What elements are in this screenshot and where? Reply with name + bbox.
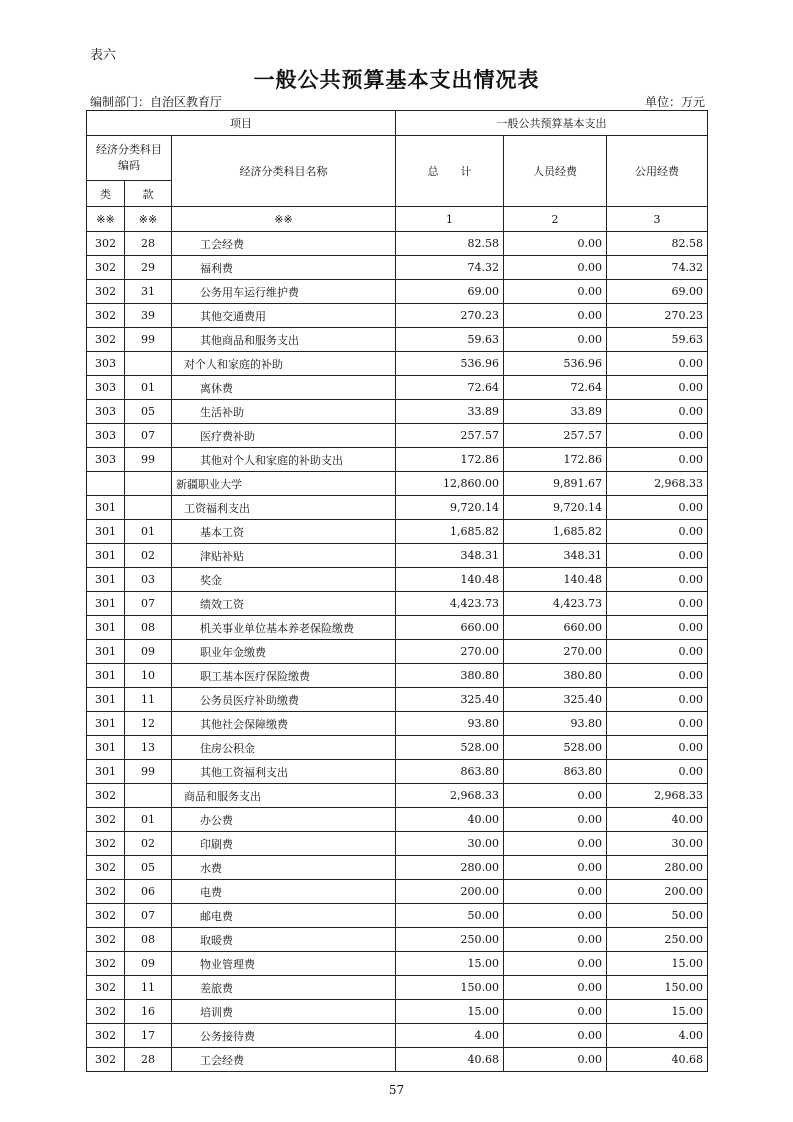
cell-lei: 302 bbox=[87, 304, 125, 328]
cell-public: 250.00 bbox=[607, 928, 708, 952]
table-row bbox=[87, 808, 708, 832]
cell-total: 15.00 bbox=[396, 952, 504, 976]
cell-total: 15.00 bbox=[396, 1000, 504, 1024]
cell-lei: 302 bbox=[87, 232, 125, 256]
table-row bbox=[87, 400, 708, 424]
cell-personnel: 0.00 bbox=[504, 880, 607, 904]
table-row bbox=[87, 232, 708, 256]
cell-public: 0.00 bbox=[607, 736, 708, 760]
cell-total: 250.00 bbox=[396, 928, 504, 952]
cell-name: 商品和服务支出 bbox=[172, 784, 396, 808]
cell-lei: 301 bbox=[87, 640, 125, 664]
cell-lei: 302 bbox=[87, 808, 125, 832]
header-personnel: 人员经费 bbox=[504, 136, 607, 207]
cell-personnel: 0.00 bbox=[504, 952, 607, 976]
cell-kuan: 11 bbox=[125, 688, 172, 712]
table-row bbox=[87, 616, 708, 640]
cell-kuan: 08 bbox=[125, 928, 172, 952]
cell-personnel: 93.80 bbox=[504, 712, 607, 736]
cell-public: 0.00 bbox=[607, 664, 708, 688]
table-number-label: 表六 bbox=[90, 48, 117, 63]
cell-total: 270.23 bbox=[396, 304, 504, 328]
cell-public: 0.00 bbox=[607, 424, 708, 448]
cell-public: 0.00 bbox=[607, 616, 708, 640]
table-row bbox=[87, 976, 708, 1000]
cell-personnel: 0.00 bbox=[504, 832, 607, 856]
cell-total: 200.00 bbox=[396, 880, 504, 904]
cell-kuan: 09 bbox=[125, 952, 172, 976]
cell-personnel: 380.80 bbox=[504, 664, 607, 688]
cell-personnel: 0.00 bbox=[504, 904, 607, 928]
cell-kuan: 29 bbox=[125, 256, 172, 280]
table-row bbox=[87, 544, 708, 568]
cell-name: 新疆职业大学 bbox=[172, 472, 396, 496]
cell-total: 4.00 bbox=[396, 1024, 504, 1048]
cell-kuan: 08 bbox=[125, 616, 172, 640]
cell-personnel: 0.00 bbox=[504, 1048, 607, 1072]
cell-public: 69.00 bbox=[607, 280, 708, 304]
cell-lei: 303 bbox=[87, 448, 125, 472]
marker-name: ※※ bbox=[172, 207, 396, 232]
cell-personnel: 0.00 bbox=[504, 928, 607, 952]
cell-lei: 301 bbox=[87, 520, 125, 544]
table-row bbox=[87, 832, 708, 856]
cell-name: 物业管理费 bbox=[172, 952, 396, 976]
cell-public: 0.00 bbox=[607, 712, 708, 736]
cell-public: 0.00 bbox=[607, 592, 708, 616]
cell-lei: 301 bbox=[87, 568, 125, 592]
cell-personnel: 9,720.14 bbox=[504, 496, 607, 520]
header-general-budget: 一般公共预算基本支出 bbox=[396, 111, 708, 136]
cell-lei: 302 bbox=[87, 976, 125, 1000]
cell-public: 15.00 bbox=[607, 1000, 708, 1024]
department-label: 编制部门：自治区教育厅 bbox=[90, 95, 223, 109]
cell-name: 其他对个人和家庭的补助支出 bbox=[172, 448, 396, 472]
cell-kuan: 39 bbox=[125, 304, 172, 328]
cell-kuan: 01 bbox=[125, 376, 172, 400]
cell-kuan: 99 bbox=[125, 760, 172, 784]
cell-personnel: 140.48 bbox=[504, 568, 607, 592]
cell-public: 82.58 bbox=[607, 232, 708, 256]
cell-public: 0.00 bbox=[607, 400, 708, 424]
cell-public: 0.00 bbox=[607, 568, 708, 592]
cell-total: 82.58 bbox=[396, 232, 504, 256]
table-row bbox=[87, 424, 708, 448]
cell-personnel: 536.96 bbox=[504, 352, 607, 376]
marker-kuan: ※※ bbox=[125, 207, 172, 232]
cell-total: 2,968.33 bbox=[396, 784, 504, 808]
cell-name: 住房公积金 bbox=[172, 736, 396, 760]
cell-kuan bbox=[125, 472, 172, 496]
header-code: 经济分类科目编码 bbox=[87, 136, 172, 181]
cell-total: 257.57 bbox=[396, 424, 504, 448]
cell-total: 30.00 bbox=[396, 832, 504, 856]
cell-personnel: 0.00 bbox=[504, 328, 607, 352]
cell-personnel: 9,891.67 bbox=[504, 472, 607, 496]
table-header bbox=[87, 111, 708, 232]
cell-kuan bbox=[125, 784, 172, 808]
cell-lei: 302 bbox=[87, 928, 125, 952]
cell-lei: 303 bbox=[87, 376, 125, 400]
cell-lei: 303 bbox=[87, 424, 125, 448]
cell-public: 40.00 bbox=[607, 808, 708, 832]
cell-personnel: 72.64 bbox=[504, 376, 607, 400]
cell-name: 基本工资 bbox=[172, 520, 396, 544]
cell-kuan: 06 bbox=[125, 880, 172, 904]
cell-total: 280.00 bbox=[396, 856, 504, 880]
cell-kuan: 01 bbox=[125, 808, 172, 832]
cell-total: 93.80 bbox=[396, 712, 504, 736]
table-row bbox=[87, 496, 708, 520]
cell-kuan bbox=[125, 352, 172, 376]
cell-public: 74.32 bbox=[607, 256, 708, 280]
cell-total: 50.00 bbox=[396, 904, 504, 928]
cell-total: 140.48 bbox=[396, 568, 504, 592]
header-kuan: 款 bbox=[125, 181, 172, 207]
header-item: 项目 bbox=[87, 111, 396, 136]
cell-kuan: 05 bbox=[125, 400, 172, 424]
cell-personnel: 0.00 bbox=[504, 808, 607, 832]
cell-public: 2,968.33 bbox=[607, 784, 708, 808]
table-row bbox=[87, 640, 708, 664]
cell-kuan: 11 bbox=[125, 976, 172, 1000]
cell-total: 172.86 bbox=[396, 448, 504, 472]
cell-total: 270.00 bbox=[396, 640, 504, 664]
cell-personnel: 348.31 bbox=[504, 544, 607, 568]
cell-total: 40.00 bbox=[396, 808, 504, 832]
cell-name: 绩效工资 bbox=[172, 592, 396, 616]
cell-lei: 301 bbox=[87, 592, 125, 616]
cell-name: 机关事业单位基本养老保险缴费 bbox=[172, 616, 396, 640]
table-row bbox=[87, 688, 708, 712]
cell-name: 其他工资福利支出 bbox=[172, 760, 396, 784]
cell-personnel: 270.00 bbox=[504, 640, 607, 664]
cell-name: 其他社会保障缴费 bbox=[172, 712, 396, 736]
cell-lei: 301 bbox=[87, 664, 125, 688]
cell-name: 其他商品和服务支出 bbox=[172, 328, 396, 352]
cell-total: 536.96 bbox=[396, 352, 504, 376]
cell-lei bbox=[87, 472, 125, 496]
cell-public: 0.00 bbox=[607, 640, 708, 664]
table-row bbox=[87, 1000, 708, 1024]
cell-public: 50.00 bbox=[607, 904, 708, 928]
cell-personnel: 0.00 bbox=[504, 280, 607, 304]
cell-name: 印刷费 bbox=[172, 832, 396, 856]
table-row bbox=[87, 352, 708, 376]
cell-public: 0.00 bbox=[607, 496, 708, 520]
cell-name: 邮电费 bbox=[172, 904, 396, 928]
table-row bbox=[87, 256, 708, 280]
table-row bbox=[87, 928, 708, 952]
cell-kuan: 17 bbox=[125, 1024, 172, 1048]
table-row bbox=[87, 448, 708, 472]
cell-public: 59.63 bbox=[607, 328, 708, 352]
cell-lei: 301 bbox=[87, 736, 125, 760]
cell-name: 医疗费补助 bbox=[172, 424, 396, 448]
page-title: 一般公共预算基本支出情况表 bbox=[253, 68, 540, 92]
header-name: 经济分类科目名称 bbox=[172, 136, 396, 207]
cell-personnel: 325.40 bbox=[504, 688, 607, 712]
cell-personnel: 0.00 bbox=[504, 976, 607, 1000]
cell-lei: 301 bbox=[87, 688, 125, 712]
cell-personnel: 528.00 bbox=[504, 736, 607, 760]
cell-total: 12,860.00 bbox=[396, 472, 504, 496]
cell-total: 74.32 bbox=[396, 256, 504, 280]
cell-public: 15.00 bbox=[607, 952, 708, 976]
cell-kuan: 10 bbox=[125, 664, 172, 688]
cell-kuan: 28 bbox=[125, 1048, 172, 1072]
cell-total: 33.89 bbox=[396, 400, 504, 424]
header-total: 总 计 bbox=[396, 136, 504, 207]
cell-kuan: 16 bbox=[125, 1000, 172, 1024]
cell-public: 2,968.33 bbox=[607, 472, 708, 496]
cell-lei: 302 bbox=[87, 1000, 125, 1024]
cell-lei: 303 bbox=[87, 400, 125, 424]
cell-lei: 302 bbox=[87, 904, 125, 928]
cell-total: 40.68 bbox=[396, 1048, 504, 1072]
cell-lei: 302 bbox=[87, 880, 125, 904]
cell-total: 348.31 bbox=[396, 544, 504, 568]
cell-public: 40.68 bbox=[607, 1048, 708, 1072]
cell-lei: 302 bbox=[87, 856, 125, 880]
cell-public: 280.00 bbox=[607, 856, 708, 880]
cell-personnel: 172.86 bbox=[504, 448, 607, 472]
cell-name: 工资福利支出 bbox=[172, 496, 396, 520]
table-row bbox=[87, 520, 708, 544]
cell-lei: 302 bbox=[87, 328, 125, 352]
table-row bbox=[87, 760, 708, 784]
cell-name: 电费 bbox=[172, 880, 396, 904]
cell-total: 380.80 bbox=[396, 664, 504, 688]
cell-personnel: 33.89 bbox=[504, 400, 607, 424]
cell-lei: 302 bbox=[87, 952, 125, 976]
cell-personnel: 0.00 bbox=[504, 784, 607, 808]
cell-name: 水费 bbox=[172, 856, 396, 880]
table-row bbox=[87, 880, 708, 904]
cell-kuan: 99 bbox=[125, 328, 172, 352]
cell-total: 59.63 bbox=[396, 328, 504, 352]
cell-name: 津贴补贴 bbox=[172, 544, 396, 568]
table-row bbox=[87, 328, 708, 352]
cell-kuan: 03 bbox=[125, 568, 172, 592]
table-row bbox=[87, 568, 708, 592]
cell-lei: 302 bbox=[87, 1024, 125, 1048]
table-row bbox=[87, 784, 708, 808]
cell-total: 528.00 bbox=[396, 736, 504, 760]
cell-personnel: 660.00 bbox=[504, 616, 607, 640]
cell-total: 9,720.14 bbox=[396, 496, 504, 520]
cell-personnel: 0.00 bbox=[504, 856, 607, 880]
cell-personnel: 257.57 bbox=[504, 424, 607, 448]
header-public: 公用经费 bbox=[607, 136, 708, 207]
cell-lei: 302 bbox=[87, 1048, 125, 1072]
cell-name: 其他交通费用 bbox=[172, 304, 396, 328]
cell-public: 0.00 bbox=[607, 760, 708, 784]
cell-lei: 302 bbox=[87, 832, 125, 856]
cell-kuan: 02 bbox=[125, 832, 172, 856]
cell-total: 4,423.73 bbox=[396, 592, 504, 616]
cell-kuan: 02 bbox=[125, 544, 172, 568]
cell-name: 奖金 bbox=[172, 568, 396, 592]
table-row bbox=[87, 904, 708, 928]
cell-name: 公务员医疗补助缴费 bbox=[172, 688, 396, 712]
col-number-3: 3 bbox=[607, 207, 708, 232]
cell-name: 工会经费 bbox=[172, 232, 396, 256]
cell-public: 150.00 bbox=[607, 976, 708, 1000]
cell-kuan: 01 bbox=[125, 520, 172, 544]
cell-name: 福利费 bbox=[172, 256, 396, 280]
unit-label: 单位：万元 bbox=[644, 95, 705, 109]
cell-name: 取暖费 bbox=[172, 928, 396, 952]
page-number: 57 bbox=[388, 1083, 405, 1097]
cell-total: 72.64 bbox=[396, 376, 504, 400]
cell-name: 工会经费 bbox=[172, 1048, 396, 1072]
budget-table bbox=[86, 110, 708, 1072]
cell-name: 培训费 bbox=[172, 1000, 396, 1024]
table-row bbox=[87, 664, 708, 688]
cell-name: 公务接待费 bbox=[172, 1024, 396, 1048]
cell-lei: 302 bbox=[87, 256, 125, 280]
cell-kuan: 13 bbox=[125, 736, 172, 760]
cell-public: 0.00 bbox=[607, 688, 708, 712]
cell-public: 30.00 bbox=[607, 832, 708, 856]
cell-kuan: 07 bbox=[125, 592, 172, 616]
table-row bbox=[87, 376, 708, 400]
cell-public: 0.00 bbox=[607, 448, 708, 472]
col-number-1: 1 bbox=[396, 207, 504, 232]
cell-kuan: 31 bbox=[125, 280, 172, 304]
table-row bbox=[87, 952, 708, 976]
cell-kuan bbox=[125, 496, 172, 520]
cell-name: 职工基本医疗保险缴费 bbox=[172, 664, 396, 688]
cell-personnel: 4,423.73 bbox=[504, 592, 607, 616]
cell-kuan: 05 bbox=[125, 856, 172, 880]
cell-public: 0.00 bbox=[607, 352, 708, 376]
cell-name: 生活补助 bbox=[172, 400, 396, 424]
cell-lei: 302 bbox=[87, 784, 125, 808]
table-row bbox=[87, 736, 708, 760]
cell-personnel: 0.00 bbox=[504, 304, 607, 328]
cell-name: 职业年金缴费 bbox=[172, 640, 396, 664]
table-row bbox=[87, 592, 708, 616]
cell-kuan: 12 bbox=[125, 712, 172, 736]
cell-kuan: 09 bbox=[125, 640, 172, 664]
cell-total: 69.00 bbox=[396, 280, 504, 304]
table-row bbox=[87, 304, 708, 328]
cell-public: 0.00 bbox=[607, 544, 708, 568]
cell-personnel: 0.00 bbox=[504, 256, 607, 280]
cell-total: 660.00 bbox=[396, 616, 504, 640]
cell-personnel: 0.00 bbox=[504, 232, 607, 256]
cell-kuan: 07 bbox=[125, 904, 172, 928]
table-row bbox=[87, 856, 708, 880]
cell-personnel: 0.00 bbox=[504, 1024, 607, 1048]
cell-public: 4.00 bbox=[607, 1024, 708, 1048]
cell-lei: 302 bbox=[87, 280, 125, 304]
table-body bbox=[87, 232, 708, 1072]
cell-lei: 301 bbox=[87, 496, 125, 520]
cell-personnel: 863.80 bbox=[504, 760, 607, 784]
table-row bbox=[87, 472, 708, 496]
cell-name: 离休费 bbox=[172, 376, 396, 400]
table-row bbox=[87, 1048, 708, 1072]
cell-lei: 303 bbox=[87, 352, 125, 376]
table-row bbox=[87, 712, 708, 736]
cell-public: 270.23 bbox=[607, 304, 708, 328]
cell-name: 差旅费 bbox=[172, 976, 396, 1000]
cell-public: 200.00 bbox=[607, 880, 708, 904]
cell-kuan: 99 bbox=[125, 448, 172, 472]
cell-total: 1,685.82 bbox=[396, 520, 504, 544]
cell-name: 公务用车运行维护费 bbox=[172, 280, 396, 304]
cell-kuan: 28 bbox=[125, 232, 172, 256]
marker-lei: ※※ bbox=[87, 207, 125, 232]
cell-name: 办公费 bbox=[172, 808, 396, 832]
cell-public: 0.00 bbox=[607, 376, 708, 400]
table-row bbox=[87, 280, 708, 304]
cell-lei: 301 bbox=[87, 616, 125, 640]
cell-lei: 301 bbox=[87, 544, 125, 568]
cell-kuan: 07 bbox=[125, 424, 172, 448]
cell-personnel: 0.00 bbox=[504, 1000, 607, 1024]
cell-total: 863.80 bbox=[396, 760, 504, 784]
table-row bbox=[87, 1024, 708, 1048]
col-number-2: 2 bbox=[504, 207, 607, 232]
cell-public: 0.00 bbox=[607, 520, 708, 544]
cell-personnel: 1,685.82 bbox=[504, 520, 607, 544]
cell-name: 对个人和家庭的补助 bbox=[172, 352, 396, 376]
cell-total: 325.40 bbox=[396, 688, 504, 712]
cell-total: 150.00 bbox=[396, 976, 504, 1000]
cell-lei: 301 bbox=[87, 760, 125, 784]
header-lei: 类 bbox=[87, 181, 125, 207]
cell-lei: 301 bbox=[87, 712, 125, 736]
